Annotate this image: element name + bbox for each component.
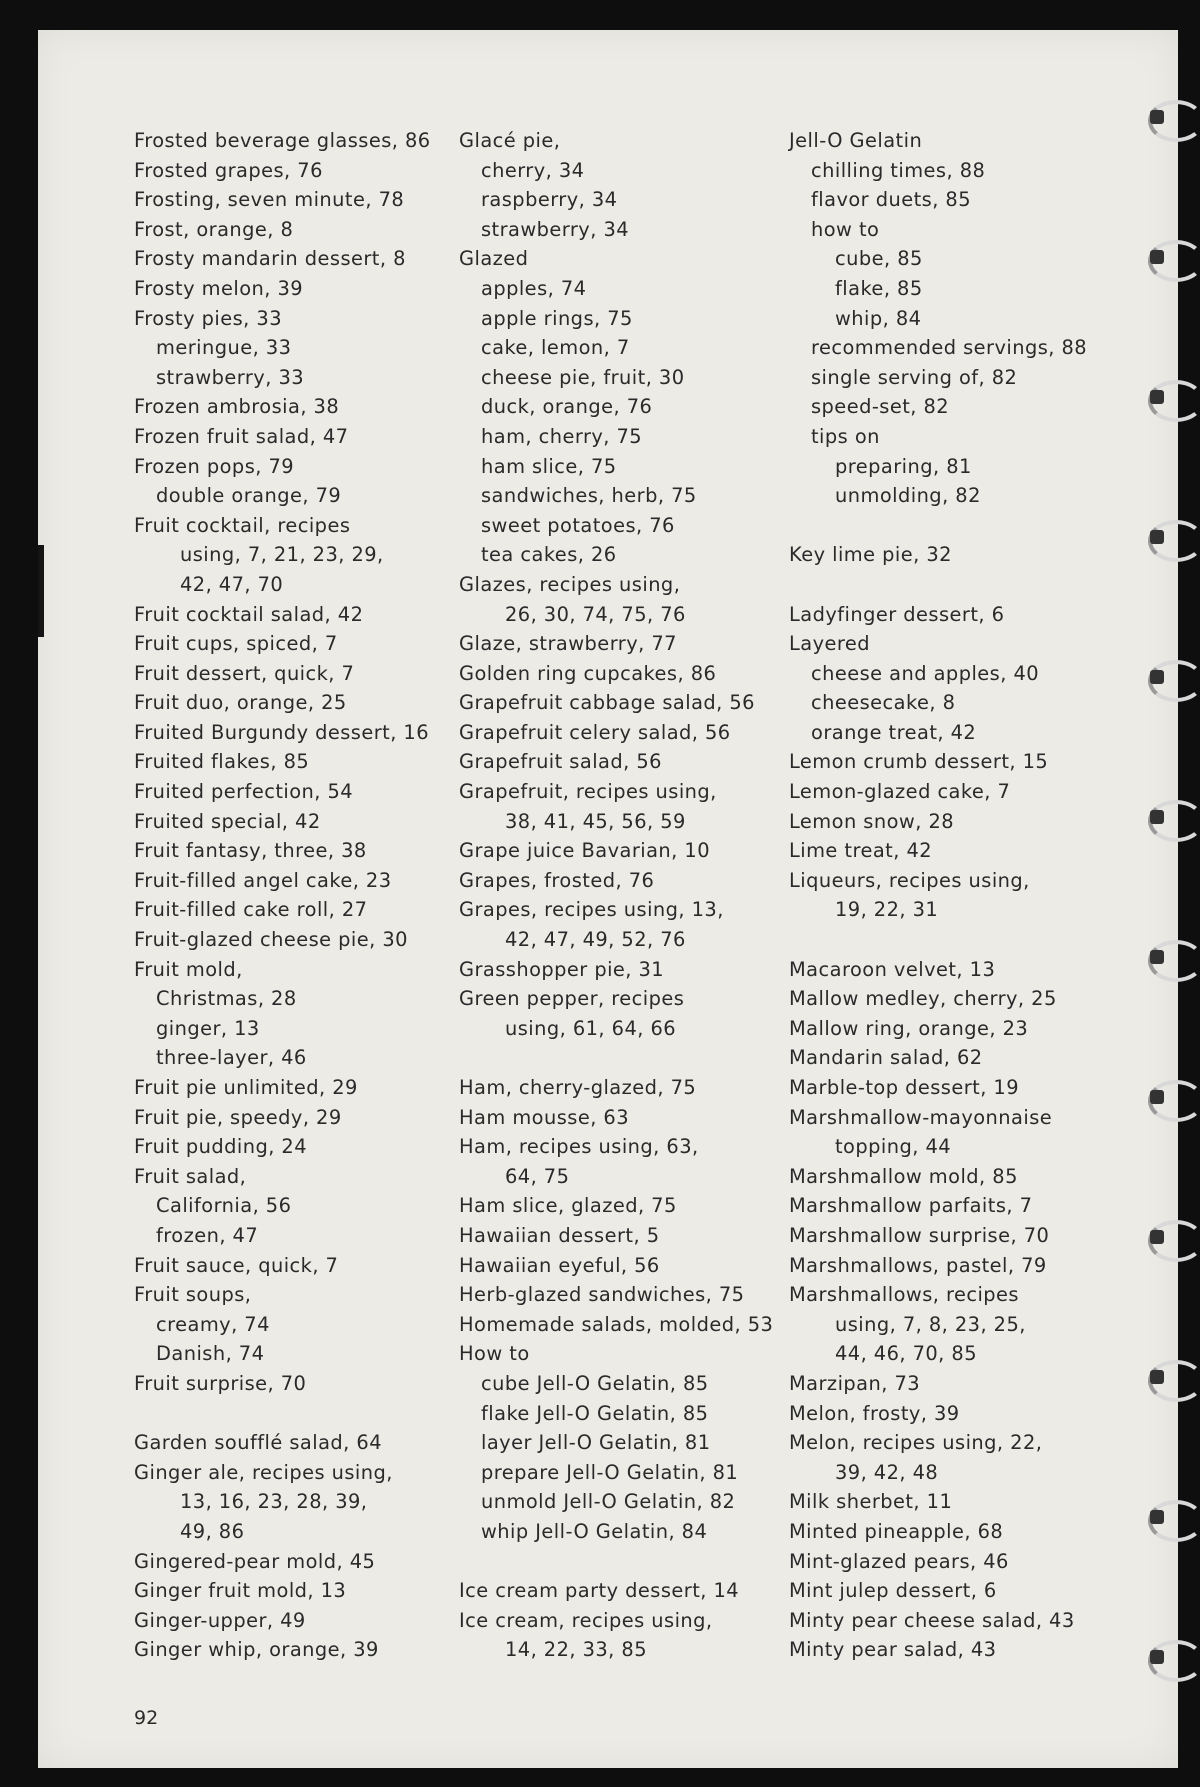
- index-subentry: 38, 41, 45, 56, 59: [505, 809, 686, 833]
- letter-gap: [459, 1547, 773, 1577]
- index-entry: Fruit dessert, quick, 7: [134, 661, 355, 685]
- index-entry: Fruit surprise, 70: [134, 1371, 307, 1395]
- index-subentry: ginger, 13: [156, 1016, 260, 1040]
- index-entry: Frozen fruit salad, 47: [134, 424, 349, 448]
- letter-gap: [789, 570, 1087, 600]
- index-entry: Fruit-filled angel cake, 23: [134, 868, 392, 892]
- index-entry: Milk sherbet, 11: [789, 1490, 953, 1514]
- letter-gap: [789, 511, 1087, 541]
- index-entry: Ham mousse, 63: [459, 1105, 629, 1129]
- index-subentry: cheese and apples, 40: [811, 661, 1040, 685]
- index-subentry: apple rings, 75: [481, 306, 633, 330]
- index-subentry: flake Jell-O Gelatin, 85: [481, 1401, 709, 1425]
- index-subentry: sandwiches, herb, 75: [481, 484, 697, 508]
- index-entry: Glazes, recipes using,: [459, 572, 681, 596]
- index-entry: Ginger ale, recipes using,: [134, 1460, 393, 1484]
- index-subentry: cube Jell-O Gelatin, 85: [481, 1371, 709, 1395]
- spiral-loop: [1148, 1360, 1200, 1400]
- index-subentry: cube, 85: [835, 247, 923, 271]
- page-edge-tab: [38, 545, 44, 637]
- index-subentry: tips on: [811, 424, 880, 448]
- index-subentry: Danish, 74: [156, 1342, 265, 1366]
- index-entry: Fruit cocktail, recipes: [134, 513, 351, 537]
- index-subentry: unmolding, 82: [835, 484, 981, 508]
- index-entry: Mallow medley, cherry, 25: [789, 987, 1057, 1011]
- index-subentry: whip, 84: [835, 306, 922, 330]
- index-column-1: [134, 126, 431, 1665]
- index-entry: Mint-glazed pears, 46: [789, 1549, 1009, 1573]
- index-subentry: layer Jell-O Gelatin, 81: [481, 1431, 711, 1455]
- index-entry: Lemon crumb dessert, 15: [789, 750, 1049, 774]
- index-entry: Grape juice Bavarian, 10: [459, 839, 710, 863]
- index-entry: Grasshopper pie, 31: [459, 957, 665, 981]
- index-subentry: cake, lemon, 7: [481, 336, 630, 360]
- index-entry: Fruit pudding, 24: [134, 1135, 308, 1159]
- index-entry: Fruited perfection, 54: [134, 780, 354, 804]
- spiral-loop: [1148, 1500, 1200, 1540]
- index-entry: Fruit pie, speedy, 29: [134, 1105, 342, 1129]
- index-entry: Grapefruit, recipes using,: [459, 780, 717, 804]
- index-entry: Marshmallows, recipes: [789, 1283, 1019, 1307]
- index-subentry: 49, 86: [180, 1519, 245, 1543]
- spiral-loop: [1148, 800, 1200, 840]
- index-entry: Garden soufflé salad, 64: [134, 1431, 382, 1455]
- index-entry: Frosty pies, 33: [134, 306, 282, 330]
- index-column-3: [789, 126, 1087, 1665]
- spiral-loop: [1148, 1080, 1200, 1120]
- index-subentry: ham, cherry, 75: [481, 424, 643, 448]
- spiral-loop: [1148, 940, 1200, 980]
- spiral-loop: [1148, 1220, 1200, 1260]
- index-entry: Hawaiian eyeful, 56: [459, 1253, 660, 1277]
- index-subentry: 19, 22, 31: [835, 898, 939, 922]
- letter-gap: [789, 925, 1087, 955]
- index-entry: Green pepper, recipes: [459, 987, 685, 1011]
- index-entry: Glacé pie,: [459, 129, 561, 152]
- index-entry: Melon, recipes using, 22,: [789, 1431, 1043, 1455]
- index-entry: Fruited special, 42: [134, 809, 321, 833]
- index-subentry: cheesecake, 8: [811, 691, 956, 715]
- page-number: 92: [134, 1707, 159, 1729]
- index-entry: Mint julep dessert, 6: [789, 1579, 997, 1603]
- index-entry: Frosted grapes, 76: [134, 158, 323, 182]
- index-subentry: 64, 75: [505, 1164, 570, 1188]
- index-entry: Mallow ring, orange, 23: [789, 1016, 1029, 1040]
- letter-gap: [134, 1399, 431, 1429]
- index-entry: Fruit pie unlimited, 29: [134, 1076, 358, 1099]
- index-subentry: 39, 42, 48: [835, 1460, 939, 1484]
- index-entry: Fruit fantasy, three, 38: [134, 839, 367, 863]
- index-subentry: 14, 22, 33, 85: [505, 1638, 647, 1662]
- index-subentry: flavor duets, 85: [811, 188, 972, 212]
- index-entry: Glazed: [459, 247, 529, 271]
- index-entry: Liqueurs, recipes using,: [789, 868, 1030, 892]
- index-subentry: speed-set, 82: [811, 395, 950, 419]
- index-entry: Grapefruit celery salad, 56: [459, 720, 731, 744]
- index-entry: Grapes, recipes using, 13,: [459, 898, 724, 922]
- index-entry: Marshmallows, pastel, 79: [789, 1253, 1047, 1277]
- index-entry: Macaroon velvet, 13: [789, 957, 996, 981]
- spiral-loop: [1148, 520, 1200, 560]
- index-entry: Fruit cocktail salad, 42: [134, 602, 364, 626]
- index-subentry: 26, 30, 74, 75, 76: [505, 602, 686, 626]
- index-entry: Glaze, strawberry, 77: [459, 632, 677, 656]
- index-entry: Ginger whip, orange, 39: [134, 1638, 379, 1662]
- spiral-loop: [1148, 1640, 1200, 1680]
- index-entry: Key lime pie, 32: [789, 543, 952, 567]
- index-entry: Frosty melon, 39: [134, 276, 304, 300]
- index-entry: Ladyfinger dessert, 6: [789, 602, 1005, 626]
- index-entry: Ginger fruit mold, 13: [134, 1579, 347, 1603]
- index-subentry: single serving of, 82: [811, 365, 1018, 389]
- index-entry: Ham slice, glazed, 75: [459, 1194, 677, 1218]
- index-entry: Fruit soups,: [134, 1283, 252, 1307]
- index-entry: Homemade salads, molded, 53: [459, 1312, 774, 1336]
- index-subentry: meringue, 33: [156, 336, 292, 360]
- index-entry: Fruit sauce, quick, 7: [134, 1253, 339, 1277]
- index-subentry: 44, 46, 70, 85: [835, 1342, 977, 1366]
- index-entry: Marshmallow surprise, 70: [789, 1223, 1050, 1247]
- index-entry: Ham, cherry-glazed, 75: [459, 1076, 697, 1099]
- index-subentry: using, 61, 64, 66: [505, 1016, 677, 1040]
- index-entry: Frosting, seven minute, 78: [134, 188, 405, 212]
- index-subentry: recommended servings, 88: [811, 336, 1088, 360]
- index-subentry: cherry, 34: [481, 158, 585, 182]
- index-subentry: Christmas, 28: [156, 987, 297, 1011]
- index-entry: Jell-O Gelatin: [789, 129, 923, 152]
- index-subentry: preparing, 81: [835, 454, 972, 478]
- index-subentry: topping, 44: [835, 1135, 952, 1159]
- index-entry: Frosty mandarin dessert, 8: [134, 247, 406, 271]
- index-entry: Herb-glazed sandwiches, 75: [459, 1283, 745, 1307]
- index-entry: Frost, orange, 8: [134, 217, 294, 241]
- index-subentry: strawberry, 34: [481, 217, 630, 241]
- index-entry: Frozen pops, 79: [134, 454, 295, 478]
- index-entry: Marshmallow parfaits, 7: [789, 1194, 1033, 1218]
- spiral-loop: [1148, 380, 1200, 420]
- index-entry: Fruit-glazed cheese pie, 30: [134, 928, 408, 952]
- index-entry: Mandarin salad, 62: [789, 1046, 983, 1070]
- index-entry: Ice cream party dessert, 14: [459, 1579, 740, 1603]
- index-entry: Fruit cups, spiced, 7: [134, 632, 338, 656]
- index-subentry: sweet potatoes, 76: [481, 513, 675, 537]
- index-subentry: using, 7, 8, 23, 25,: [835, 1312, 1026, 1336]
- index-entry: Marshmallow mold, 85: [789, 1164, 1018, 1188]
- index-entry: Fruit duo, orange, 25: [134, 691, 347, 715]
- index-subentry: whip Jell-O Gelatin, 84: [481, 1519, 708, 1543]
- index-entry: Golden ring cupcakes, 86: [459, 661, 717, 685]
- index-subentry: apples, 74: [481, 276, 587, 300]
- index-subentry: creamy, 74: [156, 1312, 270, 1336]
- index-subentry: prepare Jell-O Gelatin, 81: [481, 1460, 739, 1484]
- index-subentry: frozen, 47: [156, 1223, 259, 1247]
- index-subentry: 42, 47, 49, 52, 76: [505, 928, 686, 952]
- index-entry: How to: [459, 1342, 530, 1366]
- index-entry: Frosted beverage glasses, 86: [134, 129, 431, 152]
- index-entry: Marble-top dessert, 19: [789, 1076, 1019, 1099]
- index-subentry: three-layer, 46: [156, 1046, 307, 1070]
- spiral-loop: [1148, 100, 1200, 140]
- index-entry: Hawaiian dessert, 5: [459, 1223, 660, 1247]
- index-entry: Fruit-filled cake roll, 27: [134, 898, 368, 922]
- index-entry: Fruit mold,: [134, 957, 243, 981]
- index-entry: Layered: [789, 632, 871, 656]
- index-entry: Grapes, frosted, 76: [459, 868, 655, 892]
- spiral-loop: [1148, 240, 1200, 280]
- index-subentry: raspberry, 34: [481, 188, 618, 212]
- index-subentry: tea cakes, 26: [481, 543, 617, 567]
- index-entry: Ice cream, recipes using,: [459, 1608, 713, 1632]
- index-entry: Marzipan, 73: [789, 1371, 921, 1395]
- index-entry: Lemon-glazed cake, 7: [789, 780, 1011, 804]
- index-entry: Lemon snow, 28: [789, 809, 955, 833]
- index-entry: Ginger-upper, 49: [134, 1608, 306, 1632]
- index-column-2: [459, 126, 773, 1665]
- index-subentry: how to: [811, 217, 880, 241]
- index-entry: Melon, frosty, 39: [789, 1401, 960, 1425]
- index-entry: Marshmallow-mayonnaise: [789, 1105, 1053, 1129]
- index-entry: Grapefruit salad, 56: [459, 750, 662, 774]
- index-entry: Gingered-pear mold, 45: [134, 1549, 376, 1573]
- index-subentry: 13, 16, 23, 28, 39,: [180, 1490, 368, 1514]
- index-subentry: unmold Jell-O Gelatin, 82: [481, 1490, 736, 1514]
- index-subentry: California, 56: [156, 1194, 292, 1218]
- index-subentry: cheese pie, fruit, 30: [481, 365, 685, 389]
- letter-gap: [459, 1043, 773, 1073]
- index-entry: Minty pear cheese salad, 43: [789, 1608, 1075, 1632]
- index-entry: Fruited Burgundy dessert, 16: [134, 720, 430, 744]
- index-entry: Minty pear salad, 43: [789, 1638, 997, 1662]
- index-entry: Fruit salad,: [134, 1164, 247, 1188]
- index-entry: Grapefruit cabbage salad, 56: [459, 691, 755, 715]
- spiral-loop: [1148, 660, 1200, 700]
- index-entry: Lime treat, 42: [789, 839, 933, 863]
- index-entry: Minted pineapple, 68: [789, 1519, 1004, 1543]
- index-subentry: strawberry, 33: [156, 365, 305, 389]
- index-subentry: flake, 85: [835, 276, 923, 300]
- index-entry: Fruited flakes, 85: [134, 750, 310, 774]
- index-entry: Frozen ambrosia, 38: [134, 395, 340, 419]
- index-subentry: orange treat, 42: [811, 720, 977, 744]
- index-subentry: using, 7, 21, 23, 29,: [180, 543, 384, 567]
- index-subentry: chilling times, 88: [811, 158, 986, 182]
- index-subentry: duck, orange, 76: [481, 395, 653, 419]
- index-subentry: double orange, 79: [156, 484, 342, 508]
- index-subentry: ham slice, 75: [481, 454, 617, 478]
- index-subentry: 42, 47, 70: [180, 572, 284, 596]
- index-entry: Ham, recipes using, 63,: [459, 1135, 699, 1159]
